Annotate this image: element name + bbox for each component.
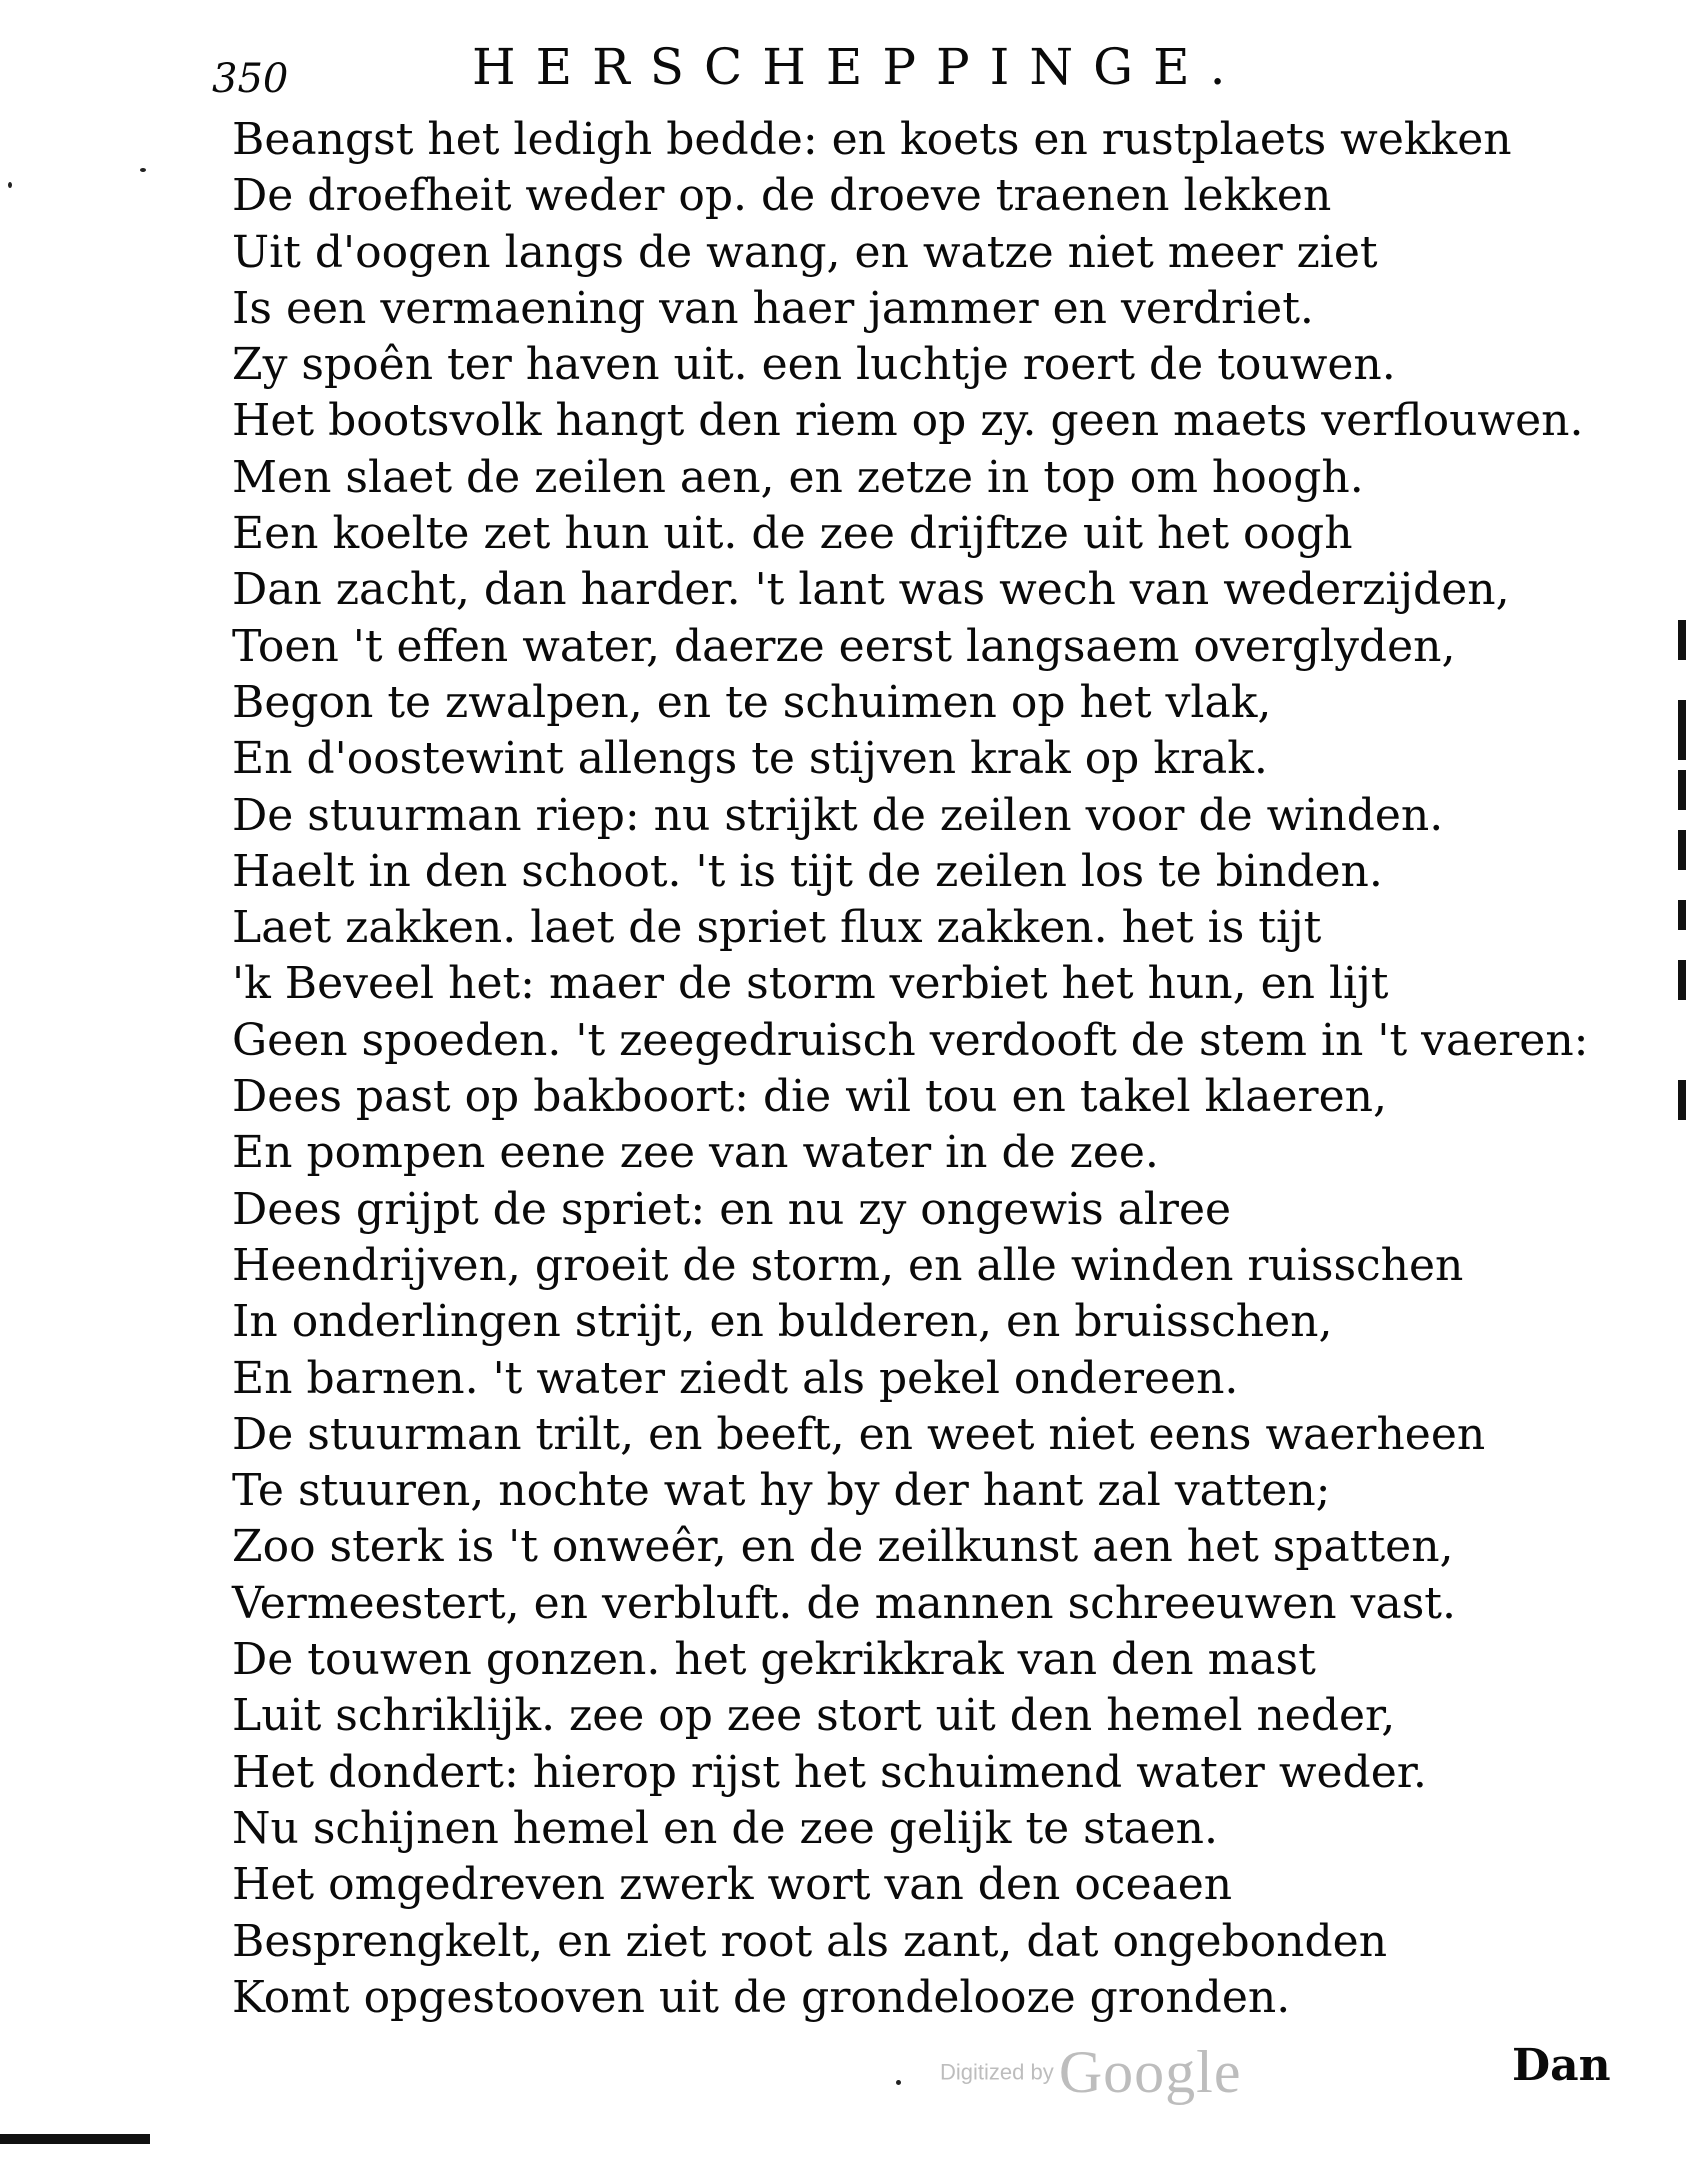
running-title: HERSCHEPPINGE.	[472, 38, 1246, 96]
poem-line: Beangst het ledigh bedde: en koets en rustplaets wekken	[232, 114, 1512, 165]
poem-line: De touwen gonzen. het gekrikkrak van den mast	[232, 1634, 1316, 1686]
scan-edge-marks	[1674, 600, 1688, 1160]
poem-line: Geen spoeden. 't zeegedruisch verdooft de stem in 't vaeren:	[232, 1014, 1589, 1066]
scan-speck	[896, 2080, 901, 2085]
poem-line: En d'oostewint allengs te stijven krak op krak.	[232, 733, 1268, 785]
poem-line: Vermeestert, en verbluft. de mannen schreeuwen vast.	[232, 1577, 1456, 1629]
digitization-watermark	[940, 2038, 1241, 2107]
poem-line: 'k Beveel het: maer de storm verbiet het hun, en lijt	[232, 958, 1389, 1010]
poem-line: Men slaet de zeilen aen, en zetze in top om hoogh.	[232, 451, 1364, 503]
poem-line: Uit d'oogen langs de wang, en watze niet meer ziet	[232, 226, 1378, 278]
poem-line: Het omgedreven zwerk wort van den oceaen	[232, 1859, 1233, 1911]
page-header	[212, 28, 1362, 108]
poem-line: Zoo sterk is 't onweêr, en de zeilkunst aen het spatten,	[232, 1521, 1454, 1573]
poem-line: En pompen eene zee van water in de zee.	[232, 1127, 1159, 1179]
watermark-brand: Google	[1058, 2039, 1242, 2105]
poem-line: De stuurman riep: nu strijkt de zeilen voor de winden.	[232, 789, 1444, 841]
poem-line: Zy spoên ter haven uit. een luchtje roert de touwen.	[232, 339, 1396, 391]
poem-line: Laet zakken. laet de spriet flux zakken. het is tijt	[232, 902, 1322, 954]
poem-line: De stuurman trilt, en beeft, en weet niet eens waerheen	[232, 1408, 1486, 1460]
poem-line: Nu schijnen hemel en de zee gelijk te staen.	[232, 1802, 1219, 1854]
poem-line: Dees past op bakboort: die wil tou en takel klaeren,	[232, 1071, 1387, 1123]
poem-line: Is een vermaening van haer jammer en verdriet.	[232, 282, 1314, 334]
poem-line: En barnen. 't water ziedt als pekel ondereen.	[232, 1352, 1239, 1404]
watermark-prefix: Digitized by	[940, 2059, 1054, 2085]
scan-speck	[140, 168, 146, 172]
poem-line: Het bootsvolk hangt den riem op zy. geen maets verflouwen.	[232, 395, 1584, 447]
poem-line: Besprengkelt, en ziet root als zant, dat ongebonden	[232, 1915, 1388, 1967]
poem-line: Te stuuren, nochte wat hy by der hant zal vatten;	[232, 1465, 1331, 1517]
poem-line: De droefheit weder op. de droeve traenen lekken	[232, 170, 1332, 222]
poem-line: Dan zacht, dan harder. 't lant was wech van wederzijden,	[232, 564, 1510, 616]
scan-speck	[8, 182, 12, 188]
poem-line: Komt opgestooven uit de grondelooze gronden.	[232, 1971, 1291, 2023]
poem-line: In onderlingen strijt, en bulderen, en bruisschen,	[232, 1296, 1333, 1348]
poem-text	[232, 112, 1632, 2026]
poem-line: Dees grijpt de spriet: en nu zy ongewis alree	[232, 1183, 1232, 1235]
poem-line: Luit schriklijk. zee op zee stort uit den hemel neder,	[232, 1690, 1396, 1742]
poem-line: Haelt in den schoot. 't is tijt de zeilen los te binden.	[232, 845, 1383, 897]
scan-edge-rule	[0, 2134, 150, 2144]
catchword: Dan	[1512, 2040, 1611, 2091]
poem-line: Het dondert: hierop rijst het schuimend water weder.	[232, 1746, 1427, 1798]
poem-line: Begon te zwalpen, en te schuimen op het vlak,	[232, 676, 1272, 728]
page-number: 350	[212, 56, 289, 102]
poem-line: Heendrijven, groeit de storm, en alle winden ruisschen	[232, 1239, 1464, 1291]
poem-line: Toen 't effen water, daerze eerst langsaem overglyden,	[232, 620, 1456, 672]
poem-line: Een koelte zet hun uit. de zee drijftze uit het oogh	[232, 508, 1353, 560]
